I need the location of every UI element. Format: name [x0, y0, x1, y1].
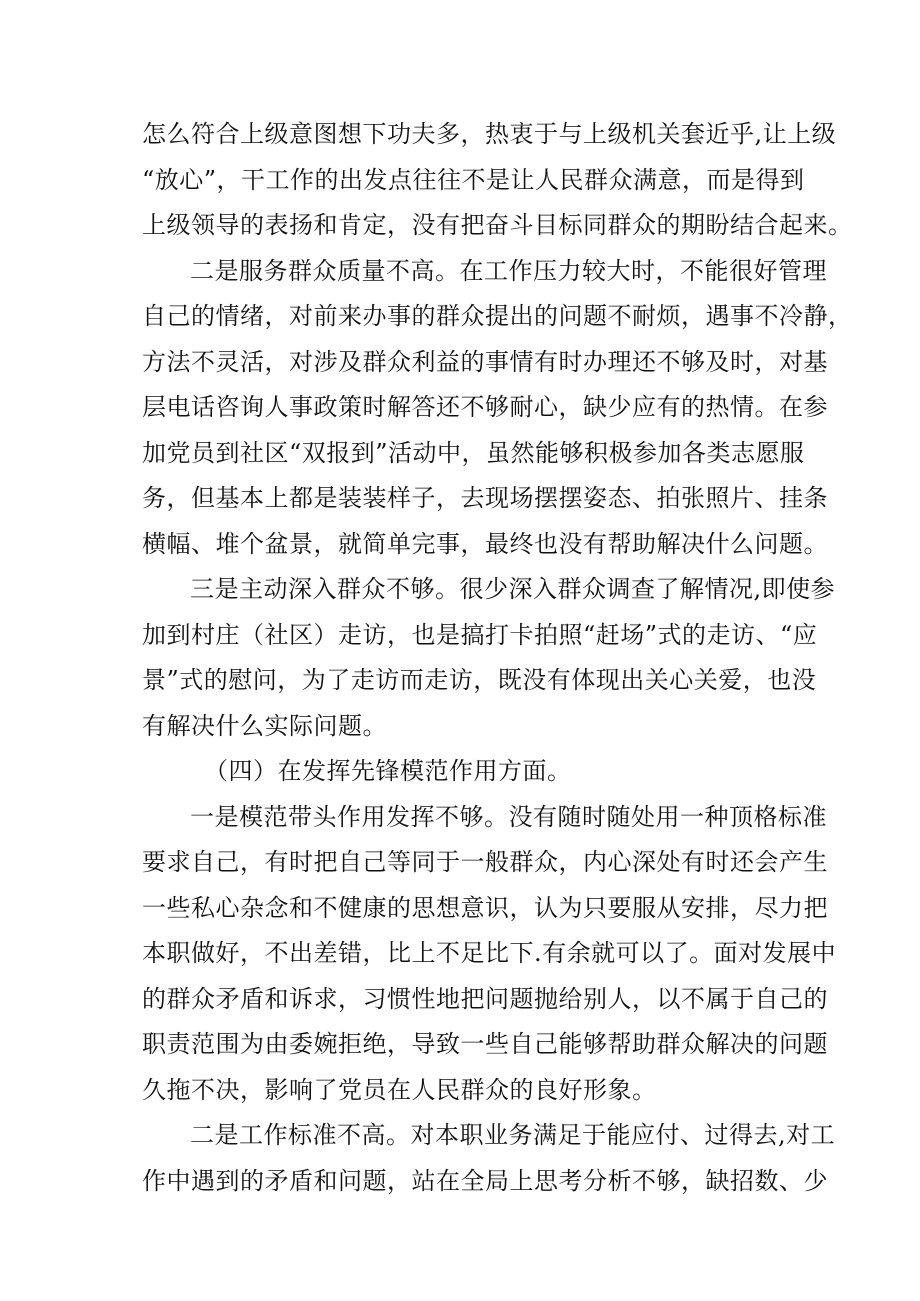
text-line: 方法不灵活，对涉及群众利益的事情有时办理还不够及时，对基 — [142, 347, 828, 376]
text-line: 加党员到社区“双报到”活动中，虽然能够积极参加各类志愿服 — [142, 438, 805, 467]
text-line: 一是模范带头作用发挥不够。没有随时随处用一种顶格标准 — [190, 802, 827, 831]
text-line: 要求自己，有时把自己等同于一般群众，内心深处有时还会产生 — [142, 848, 828, 876]
text-line: 久拖不决，影响了党员在人民群众的良好形象。 — [142, 1075, 657, 1104]
text-line: 的群众矛盾和诉求，习惯性地把问题抛给别人，以不属于自己的 — [142, 984, 828, 1013]
section-heading-text: （四）在发挥先锋模范作用方面。 — [204, 757, 572, 785]
text-line: 怎么符合上级意图想下功夫多，热衷于与上级机关套近乎,让上级 — [142, 120, 837, 148]
text-line: 二是服务群众质量不高。在工作压力较大时，不能很好管理 — [190, 256, 827, 285]
paragraph-work-standards — [142, 1113, 836, 1204]
text-line: 本职做好，不出差错，比上不足比下.有余就可以了。面对发展中 — [142, 939, 837, 967]
section-heading — [142, 749, 802, 795]
text-line: 务，但基本上都是装装样子，去现场摆摆姿态、拍张照片、挂条 — [142, 484, 828, 512]
text-line: 作中遇到的矛盾和问题，站在全局上思考分析不够，缺招数、少 — [142, 1166, 828, 1195]
paragraph-continuation — [142, 112, 853, 249]
text-line: 职责范围为由委婉拒绝，导致一些自己能够帮助群众解决的问题 — [142, 1030, 828, 1058]
text-line: “放心”，干工作的出发点往往不是让人民群众满意，而是得到 — [142, 165, 805, 194]
paragraph-service-quality — [142, 249, 853, 568]
text-line: 有解决什么实际问题。 — [142, 711, 387, 740]
text-line: 二是工作标准不高。对本职业务满足于能应付、过得去,对工 — [190, 1121, 836, 1149]
text-line: 景”式的慰问，为了走访而走访，既没有体现出关心关爱，也没 — [142, 666, 817, 694]
document-body — [142, 112, 853, 1204]
text-line: 三是主动深入群众不够。很少深入群众调查了解情况,即使参 — [190, 575, 836, 603]
paragraph-exemplary-role — [142, 795, 837, 1114]
paragraph-reach-masses — [142, 567, 836, 749]
text-line: 自己的情绪，对前来办事的群众提出的问题不耐烦，遇事不冷静， — [142, 302, 853, 330]
text-line: 横幅、堆个盆景，就简单完事，最终也没有帮助解决什么问题。 — [142, 529, 828, 558]
text-line: 层电话咨询人事政策时解答还不够耐心，缺少应有的热情。在参 — [142, 393, 828, 421]
text-line: 一些私心杂念和不健康的思想意识，认为只要服从安排，尽力把 — [142, 893, 828, 922]
text-line: 上级领导的表扬和肯定，没有把奋斗目标同群众的期盼结合起来。 — [142, 211, 853, 239]
text-line: 加到村庄（社区）走访，也是搞打卡拍照“赶场”式的走访、“应 — [142, 620, 818, 649]
